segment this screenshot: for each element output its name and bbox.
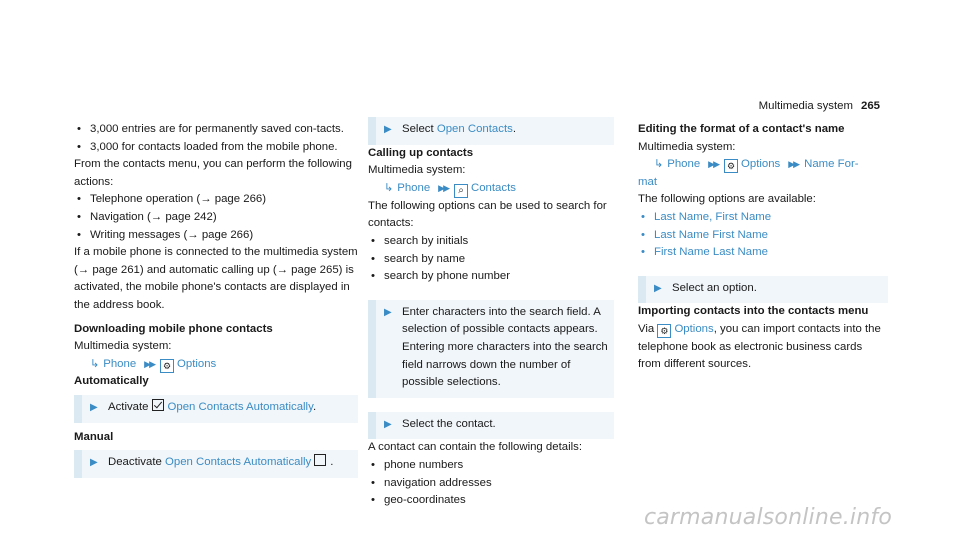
step-arrow-icon: ▶ [90,401,98,413]
menu-path [74,356,358,374]
page-header [759,98,880,116]
column-3 [638,121,888,374]
list-item: • search by initials [368,233,614,251]
column-1 [74,121,358,478]
options-gear-icon: ⚙ [724,159,738,173]
list-item: • geo-coordinates [368,492,614,510]
section-heading: Automatically [74,375,149,388]
list-item: • Writing messages (→ page 266) [74,227,358,245]
section-heading: Editing the format of a contact's name [638,123,845,135]
options-link[interactable]: Options [741,158,781,171]
step-arrow-icon: ▶ [384,418,392,430]
paragraph: The following options are available: [638,193,816,206]
page-number: 265 [860,100,880,112]
instruction-step: ▶ Enter characters into the search field. A selection of possible contacts appears. Entering more characters into the search field narrows down the number of possible selections. [368,300,614,398]
return-arrow-icon: ↳ [90,357,100,370]
format-option-first-last[interactable]: • First Name Last Name [638,244,888,262]
menu-label: Multimedia system: [74,340,172,353]
section-title: Multimedia system [758,100,853,112]
options-gear-icon: ⚙ [657,324,671,338]
watermark: carmanualsonline.info [643,505,892,531]
instruction-step: ▶ Activate Open Contacts Automatically. [74,395,358,423]
checked-box-icon [152,399,164,411]
double-chevron-icon: ▶▶ [438,182,448,193]
open-contacts-automatically-link[interactable]: Open Contacts Automatically [167,400,313,413]
name-format-link[interactable]: Name For- [804,158,859,171]
format-option-last-first[interactable]: • Last Name First Name [638,227,888,245]
unchecked-box-icon [314,454,326,466]
list-item: • search by phone number [368,268,614,286]
format-option-last-comma-first[interactable]: • Last Name, First Name [638,209,888,227]
list-item: • phone numbers [368,457,614,475]
instruction-step: ▶ Select an option. [638,276,888,304]
double-chevron-icon: ▶▶ [788,159,799,170]
menu-label: Multimedia system: [368,164,466,177]
name-format-link-continued[interactable]: mat [638,175,657,188]
menu-label: Multimedia system: [638,140,736,153]
menu-path [638,156,888,174]
paragraph: Via ⚙ Options, you can import contacts into the telephone book as electronic business cards from different sources. [638,322,881,371]
paragraph: If a mobile phone is connected to the multimedia system (→ page 261) and automatic calling up (→ page 265) is activated, the mobile phone's contacts are displayed in the address book. [74,246,358,311]
phone-link[interactable]: Phone [103,357,137,370]
paragraph: From the contacts menu, you can perform the following actions: [74,158,352,188]
return-arrow-icon: ↳ [654,158,664,171]
list-item: • navigation addresses [368,475,614,493]
step-arrow-icon: ▶ [654,282,662,294]
options-gear-icon: ⚙ [160,359,174,373]
list-item: • Navigation (→ page 242) [74,209,358,227]
list-item: • 3,000 entries are for permanently saved con-tacts. [74,121,358,139]
open-contacts-link[interactable]: Open Contacts [436,123,513,135]
phone-link[interactable]: Phone [397,181,431,194]
options-link[interactable]: Options [177,357,217,370]
list-item: • 3,000 for contacts loaded from the mobile phone. [74,139,358,157]
phone-link[interactable]: Phone [667,158,701,171]
paragraph: The following options can be used to search for contacts: [368,199,607,230]
section-heading: Calling up contacts [368,146,474,159]
column-2 [368,121,614,510]
menu-path [368,180,614,198]
list-item: • Telephone operation (→ page 266) [74,191,358,209]
section-heading: Manual [74,430,114,443]
search-icon: ⌕ [454,184,468,198]
section-heading: Downloading mobile phone contacts [74,322,273,335]
instruction-step: ▶ Deactivate Open Contacts Automatically . [74,450,358,478]
options-link[interactable]: Options [674,322,714,335]
step-arrow-icon: ▶ [384,306,392,318]
instruction-step: ▶ Select Open Contacts. [368,117,614,145]
section-heading: Importing contacts into the contacts menu [638,305,869,318]
return-arrow-icon: ↳ [384,181,394,194]
paragraph: A contact can contain the following details: [368,441,583,454]
open-contacts-automatically-link[interactable]: Open Contacts Automatically [165,456,312,469]
list-item: • search by name [368,251,614,269]
double-chevron-icon: ▶▶ [708,159,718,170]
step-arrow-icon: ▶ [90,457,98,469]
instruction-step: ▶ Select the contact. [368,412,614,440]
contacts-link[interactable]: Contacts [471,181,516,194]
double-chevron-icon: ▶▶ [144,358,154,369]
step-arrow-icon: ▶ [384,124,392,135]
